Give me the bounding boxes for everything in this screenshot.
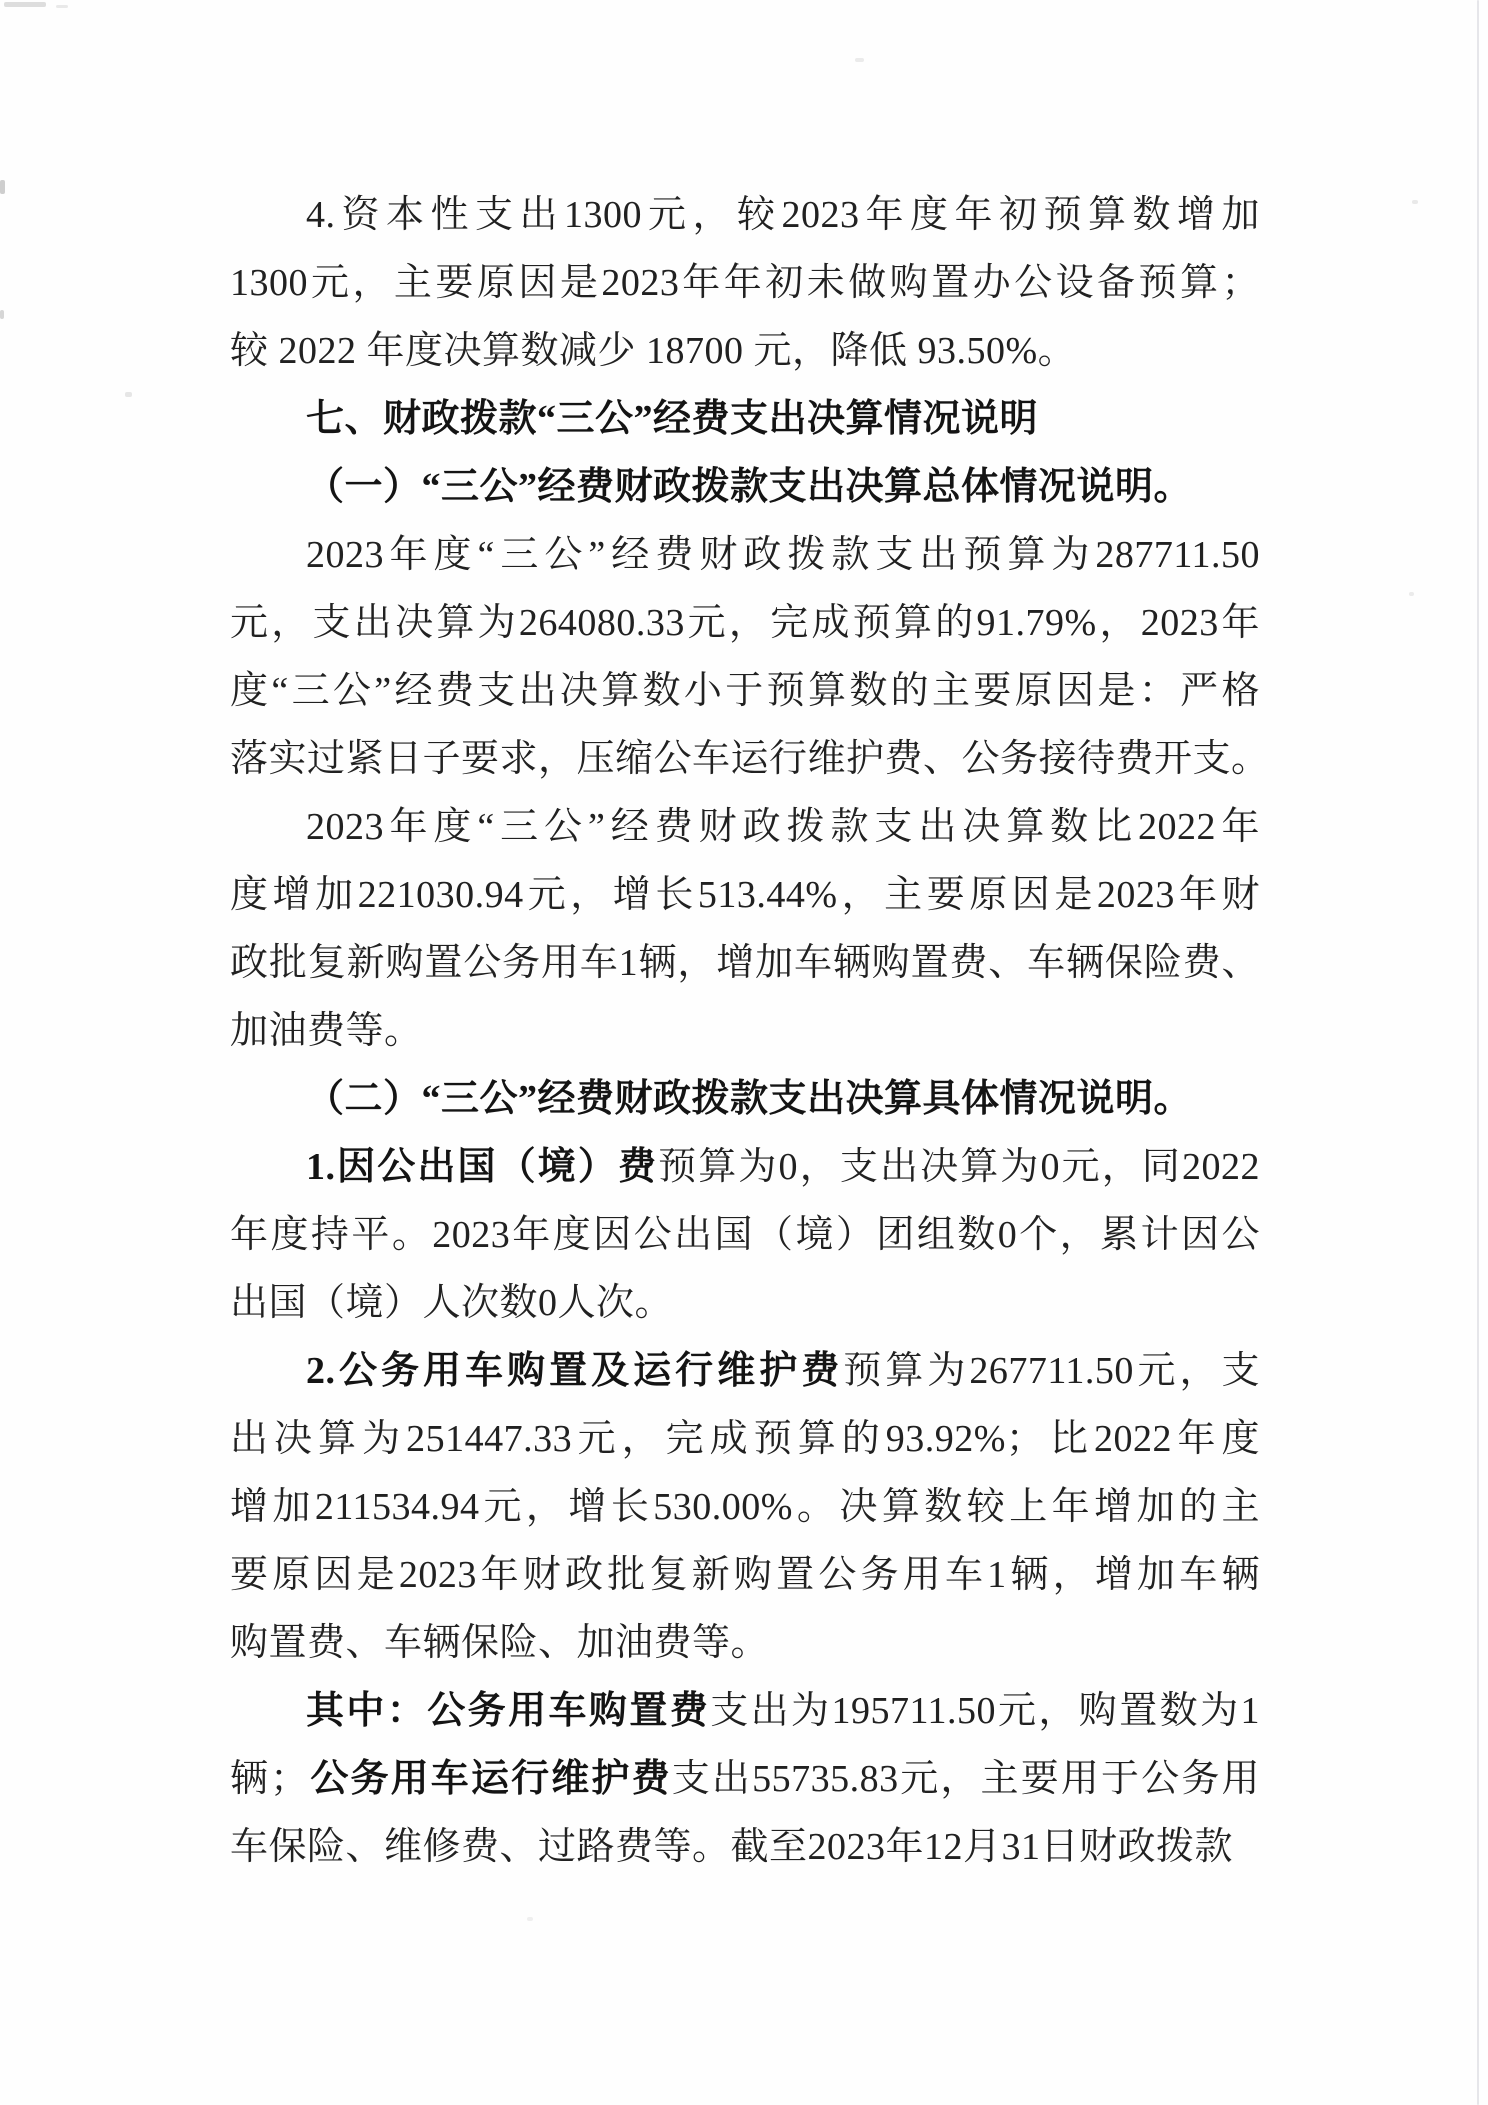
scan-artifact [1409, 592, 1414, 596]
text-segment: 辆； [230, 1758, 309, 1800]
bold-text-segment: 其中：公务用车购置费 [306, 1690, 711, 1732]
text-segment: 1300元，主要原因是2023年年初未做购置办公设备预算； [230, 262, 1260, 304]
text-line [230, 317, 1260, 385]
text-line [230, 181, 1260, 249]
text-line [230, 1473, 1260, 1541]
text-segment: 度“三公”经费支出决算数小于预算数的主要原因是：严格 [230, 670, 1260, 712]
text-line [230, 1065, 1260, 1133]
scan-artifact [125, 392, 132, 397]
text-segment: 落实过紧日子要求，压缩公车运行维护费、公务接待费开支。 [230, 738, 1270, 780]
text-segment: 支出为195711.50元，购置数为1 [710, 1690, 1260, 1732]
scan-artifact [1477, 0, 1479, 2105]
bold-text-segment: （二）“三公”经费财政拨款支出决算具体情况说明。 [306, 1078, 1193, 1120]
text-segment: 政批复新购置公务用车1辆，增加车辆购置费、车辆保险费、 [230, 942, 1260, 984]
text-line [230, 1133, 1260, 1201]
scan-artifact [0, 310, 4, 319]
text-segment: 购置费、车辆保险、加油费等。 [230, 1622, 770, 1664]
text-segment: 预算为0，支出决算为0元，同2022 [658, 1146, 1260, 1188]
bold-text-segment: （一）“三公”经费财政拨款支出决算总体情况说明。 [306, 466, 1193, 508]
text-segment: 车保险、维修费、过路费等。截至2023年12月31日财政拨款 [230, 1826, 1234, 1868]
text-line [230, 861, 1260, 929]
scan-artifact [527, 1917, 533, 1921]
bold-text-segment: 公务用车运行维护费 [308, 1758, 672, 1800]
text-line [230, 1337, 1260, 1405]
text-segment: 增加211534.94元，增长530.00%。决算数较上年增加的主 [230, 1486, 1260, 1528]
scan-artifact [56, 5, 68, 8]
text-segment: 年度持平。2023年度因公出国（境）团组数0个，累计因公 [230, 1214, 1260, 1256]
text-line [230, 725, 1270, 793]
document-text-block [230, 181, 1270, 1881]
scan-artifact [0, 180, 5, 194]
text-segment: 元，支出决算为264080.33元，完成预算的91.79%，2023年 [230, 602, 1260, 644]
text-line [230, 929, 1260, 997]
text-segment: 2023年度“三公”经费财政拨款支出决算数比2022年 [306, 806, 1260, 848]
text-segment: 支出55735.83元，主要用于公务用 [671, 1758, 1260, 1800]
text-segment: 加油费等。 [230, 1010, 423, 1052]
text-line [230, 589, 1260, 657]
text-line [230, 997, 1260, 1065]
text-line [230, 657, 1260, 725]
text-line [230, 385, 1260, 453]
text-line [230, 1201, 1260, 1269]
text-line [230, 1813, 1260, 1881]
text-line [230, 1745, 1260, 1813]
text-line [230, 453, 1260, 521]
text-line [230, 249, 1260, 317]
scan-artifact [4, 2, 46, 7]
text-segment: 2023年度“三公”经费财政拨款支出预算为287711.50 [306, 534, 1260, 576]
text-segment: 预算为267711.50元，支 [843, 1350, 1260, 1392]
text-line [230, 521, 1260, 589]
text-line [230, 793, 1260, 861]
text-line [230, 1677, 1260, 1745]
text-segment: 要原因是2023年财政批复新购置公务用车1辆，增加车辆 [230, 1554, 1260, 1596]
text-line [230, 1405, 1260, 1473]
text-segment: 4.资本性支出1300元，较2023年度年初预算数增加 [306, 194, 1260, 236]
bold-text-segment: 2.公务用车购置及运行维护费 [306, 1350, 844, 1392]
text-segment: 出决算为251447.33元，完成预算的93.92%；比2022年度 [230, 1418, 1260, 1460]
bold-text-segment: 1.因公出国（境）费 [306, 1146, 659, 1188]
text-segment: 度增加221030.94元，增长513.44%，主要原因是2023年财 [230, 874, 1260, 916]
text-segment: 较 2022 年度决算数减少 18700 元，降低 93.50%。 [230, 330, 1077, 372]
scan-artifact [1412, 200, 1418, 204]
text-line [230, 1541, 1260, 1609]
bold-text-segment: 七、财政拨款“三公”经费支出决算情况说明 [306, 398, 1039, 440]
text-line [230, 1269, 1260, 1337]
scan-artifact [855, 58, 864, 62]
text-segment: 出国（境）人次数0人次。 [230, 1282, 674, 1324]
text-line [230, 1609, 1260, 1677]
